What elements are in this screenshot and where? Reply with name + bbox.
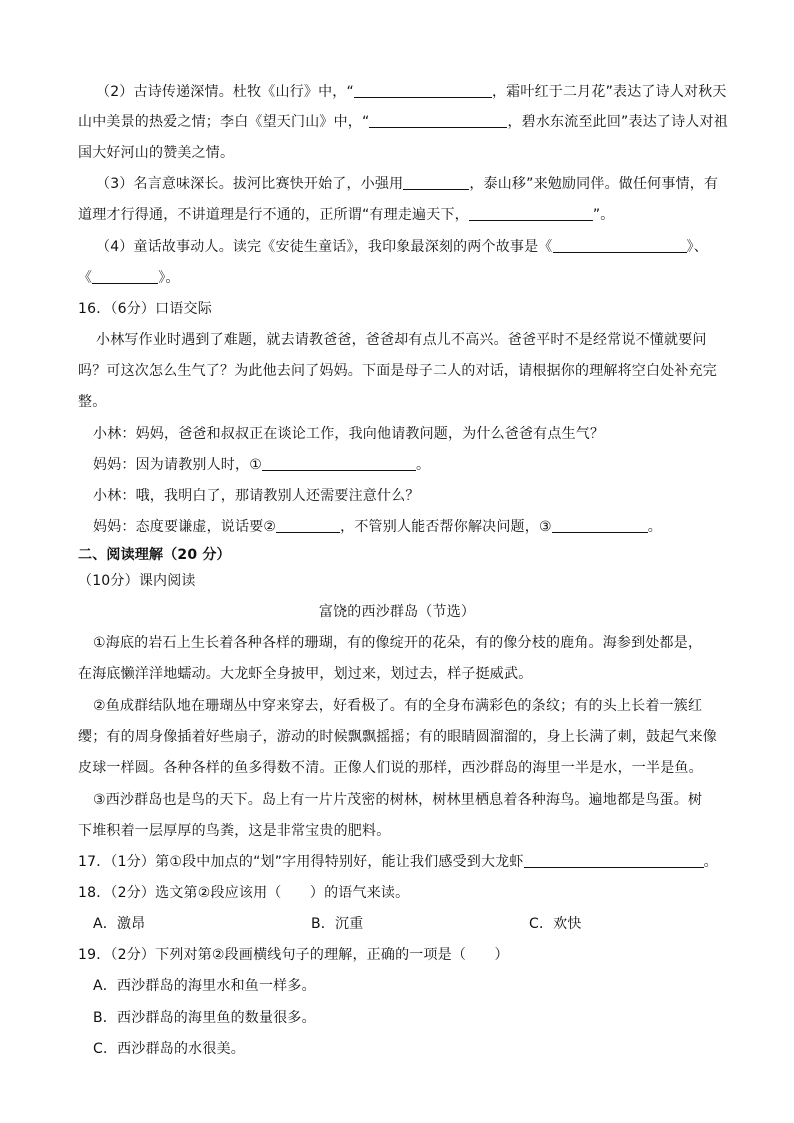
text: 》。: [158, 270, 180, 286]
q18-option-c[interactable]: C．欢快: [529, 916, 582, 932]
text: 妈妈：因为请教别人时，①: [93, 457, 262, 473]
q17: [78, 847, 746, 877]
answer-blank[interactable]: [369, 109, 507, 128]
text: 《: [78, 270, 93, 286]
answer-blank[interactable]: [524, 849, 704, 868]
passage-p3-line2: 下堆积着一层厚厚的鸟粪，这是非常宝贵的肥料。: [78, 823, 391, 839]
text: 道理才行得通，不讲道理是行不通的，正所谓“有理走遍天下，: [78, 207, 469, 223]
answer-blank[interactable]: [553, 234, 687, 253]
passage-p2-line2: 缨；有的周身像插着好些扇子，游动的时候飘飘摇摇；有的眼睛圆溜溜的，身上长满了刺，鼓起气来像: [78, 729, 717, 745]
q18-option-a[interactable]: A．激昂: [93, 916, 146, 932]
answer-blank-2[interactable]: [276, 514, 340, 533]
q15-p2-line2: [78, 107, 746, 137]
text: 。: [647, 519, 662, 535]
q19-option-a[interactable]: A．西沙群岛的海里水和鱼一样多。: [93, 978, 316, 994]
q19-stem: 19．（2分）下列对第②段画横线句子的理解，正确的一项是（ ）: [78, 947, 509, 963]
q19-option-b[interactable]: B．西沙群岛的海里鱼的数量很多。: [93, 1010, 316, 1026]
text: （4）童话故事动人。读完《安徒生童话》，我印象最深刻的两个故事是《: [96, 239, 553, 255]
text: ，碧水东流至此回”表达了诗人对祖: [507, 114, 728, 130]
q16-dialog-2: [93, 450, 746, 480]
q18-option-b[interactable]: B．沉重: [311, 916, 364, 932]
answer-blank[interactable]: [469, 202, 593, 221]
text: 妈妈：态度要谦虚，说话要②: [93, 519, 277, 535]
passage-p1-line2: 在海底懒洋洋地蠕动。大龙虾全身披甲，划过来，划过去，样子挺威武。: [78, 666, 533, 682]
answer-blank-3[interactable]: [552, 514, 648, 533]
q18-stem: 18．（2分）选文第②段应该用（ ）的语气来读。: [78, 885, 410, 901]
text: 》、: [686, 239, 708, 255]
q15-p4-line2: [78, 263, 746, 293]
text: ，不管别人能否帮你解决问题，③: [340, 519, 552, 535]
q15-p4-line1: [96, 232, 746, 262]
text: （2）古诗传递深情。杜牧《山行》中，“: [96, 84, 354, 100]
text: 山中美景的热爱之情；李白《望天门山》中，“: [78, 114, 370, 130]
answer-blank[interactable]: [403, 171, 469, 190]
answer-blank[interactable]: [92, 265, 158, 284]
q16-intro-line2: 吗？可这次怎么生气了？为此他去问了妈妈。下面是母子二人的对话，请根据你的理解将空白处补充完: [78, 363, 717, 379]
passage-p1-line1: ①海底的岩石上生长着各种各样的珊瑚，有的像绽开的花朵，有的像分枝的鹿角。海参到处都是，: [93, 635, 703, 651]
q15-p3-line2: [78, 200, 746, 230]
passage-p3-line1: ③西沙群岛也是鸟的天下。岛上有一片片茂密的树林，树林里栖息着各种海鸟。遍地都是鸟蛋。树: [93, 792, 703, 808]
answer-blank-1[interactable]: [262, 452, 416, 471]
q16-dialog-3: 小林：哦，我明白了，那请教别人还需要注意什么？: [93, 488, 420, 504]
text: ”。: [592, 207, 615, 223]
q16-dialog-1: 小林：妈妈，爸爸和叔叔正在谈论工作，我向他请教问题，为什么爸爸有点生气？: [93, 426, 605, 442]
answer-blank[interactable]: [354, 79, 492, 98]
section-subtitle: （10分）课内阅读: [78, 573, 196, 589]
text: ，霜叶红于二月花”表达了诗人对秋天: [491, 84, 727, 100]
q16-header: 16．（6分）口语交际: [78, 301, 212, 317]
text: 。: [415, 457, 431, 473]
q16-intro-line3: 整。: [78, 394, 107, 410]
q16-dialog-4: [93, 512, 746, 542]
passage-p2-line3: 皮球一样圆。各种各样的鱼多得数不清。正像人们说的那样，西沙群岛的海里一半是水，一半是鱼。: [78, 760, 703, 776]
text: ，泰山移”来勉励同伴。做任何事情，有: [469, 176, 719, 192]
section-title: 二、阅读理解（20 分）: [78, 547, 231, 563]
q15-p2-line1: [96, 77, 746, 107]
q15-p3-line1: [96, 169, 746, 199]
q18-options: [93, 909, 746, 939]
passage-title: 富饶的西沙群岛（节选）: [318, 604, 476, 620]
passage-p2-line1: ②鱼成群结队地在珊瑚丛中穿来穿去，好看极了。有的全身布满彩色的条纹；有的头上长着一簇红: [93, 698, 703, 714]
text: 17．（1分）第①段中加点的“划”字用得特别好，能让我们感受到大龙虾: [78, 854, 524, 870]
q15-p2-line3: 国大好河山的赞美之情。: [78, 145, 235, 161]
q16-intro-line1: 小林写作业时遇到了难题，就去请教爸爸，爸爸却有点儿不高兴。爸爸平时不是经常说不懂就要问: [96, 332, 707, 348]
q19-option-c[interactable]: C．西沙群岛的水很美。: [93, 1041, 245, 1057]
text: 。: [703, 854, 718, 870]
text: （3）名言意味深长。拔河比赛快开始了，小强用: [96, 176, 404, 192]
